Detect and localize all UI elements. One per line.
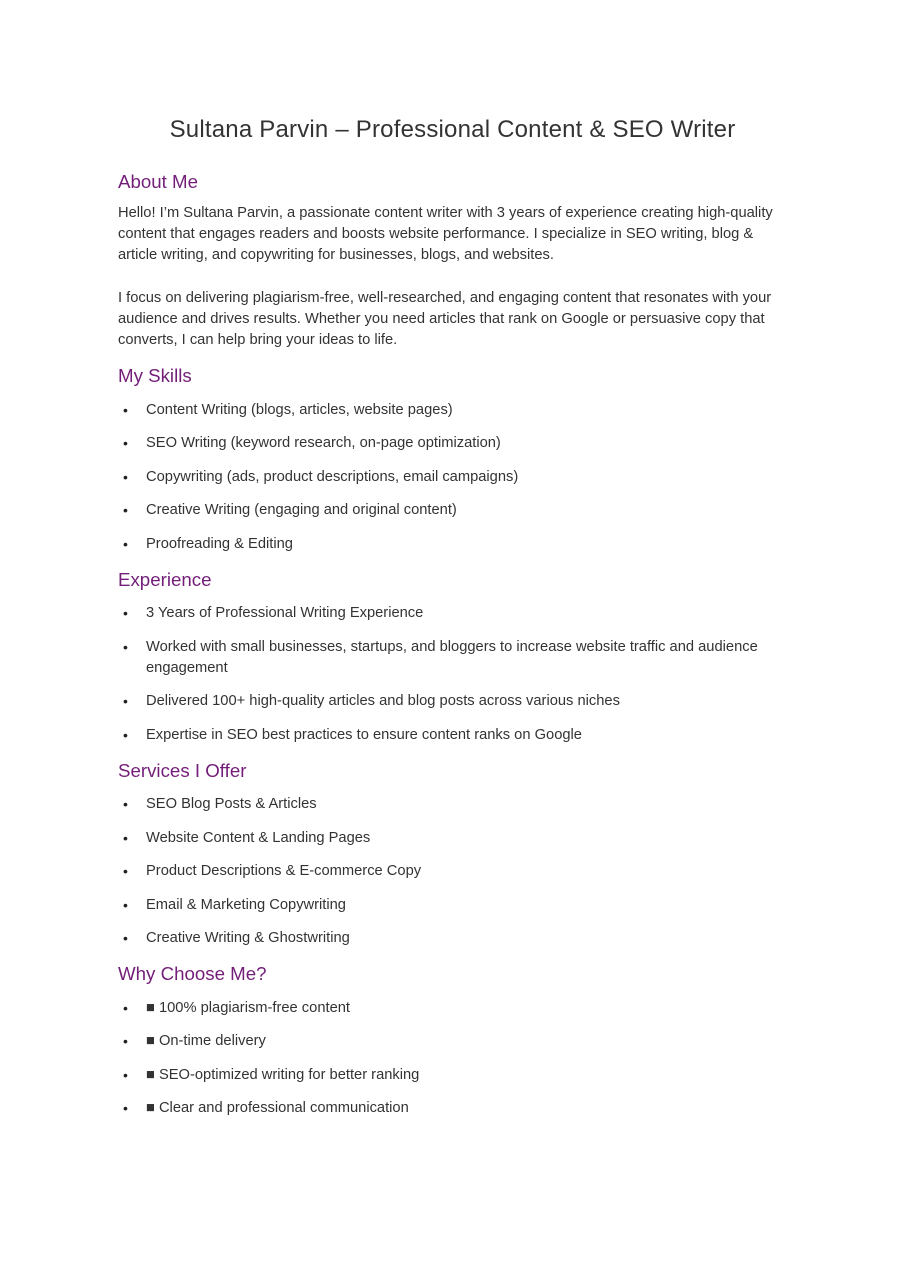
list-item: • SEO Blog Posts & Articles: [118, 794, 787, 815]
document-title: Sultana Parvin – Professional Content & SEO Writer: [169, 116, 736, 143]
list-item: • Copywriting (ads, product descriptions, email campaigns): [118, 467, 787, 488]
list-item: • ■ 100% plagiarism-free content: [118, 998, 787, 1019]
section-heading-services: Services I Offer: [118, 759, 247, 781]
list-item: • Product Descriptions & E-commerce Copy: [118, 861, 787, 882]
why-choose-me-list: [118, 998, 787, 1120]
services-list: [118, 794, 787, 949]
list-item: • Proofreading & Editing: [118, 534, 787, 555]
section-my-skills: [118, 364, 787, 555]
section-services: [118, 759, 787, 950]
list-item: • Creative Writing (engaging and original content): [118, 500, 787, 521]
list-item: • Website Content & Landing Pages: [118, 828, 787, 849]
section-why-choose-me: [118, 962, 787, 1119]
list-item: • Creative Writing & Ghostwriting: [118, 928, 787, 949]
about-paragraph-1: Hello! I’m Sultana Parvin, a passionate content writer with 3 years of experience creating high-quality content that engages readers and boosts website performance. I specialize in SEO writing, blog & article writing, and copywriting for businesses, blogs, and websites.: [118, 205, 773, 263]
list-item: • ■ Clear and professional communication: [118, 1098, 787, 1119]
section-heading-why-choose-me: Why Choose Me?: [118, 963, 267, 984]
list-item: • SEO Writing (keyword research, on-page optimization): [118, 433, 787, 454]
about-paragraph-2: I focus on delivering plagiarism-free, well-researched, and engaging content that resonates with your audience and drives results. Whether you need articles that rank on Google or persuasive copy that converts, I can help bring your ideas to life.: [118, 290, 772, 348]
experience-list: [118, 603, 787, 746]
list-item: • Content Writing (blogs, articles, website pages): [118, 400, 787, 421]
section-heading-about-me: About Me: [118, 171, 198, 192]
list-item: • Worked with small businesses, startups, and bloggers to increase website traffic and audience engagement: [118, 637, 787, 679]
section-heading-experience: Experience: [118, 568, 212, 590]
list-item: • ■ On-time delivery: [118, 1031, 787, 1052]
section-heading-my-skills: My Skills: [118, 365, 192, 386]
list-item: • Email & Marketing Copywriting: [118, 895, 787, 916]
section-about-me: [118, 170, 787, 351]
list-item: • Delivered 100+ high-quality articles and blog posts across various niches: [118, 691, 787, 712]
skills-list: [118, 400, 787, 555]
section-experience: [118, 568, 787, 746]
list-item: • 3 Years of Professional Writing Experience: [118, 603, 787, 624]
list-item: • Expertise in SEO best practices to ensure content ranks on Google: [118, 725, 787, 746]
list-item: • ■ SEO-optimized writing for better ranking: [118, 1065, 787, 1086]
